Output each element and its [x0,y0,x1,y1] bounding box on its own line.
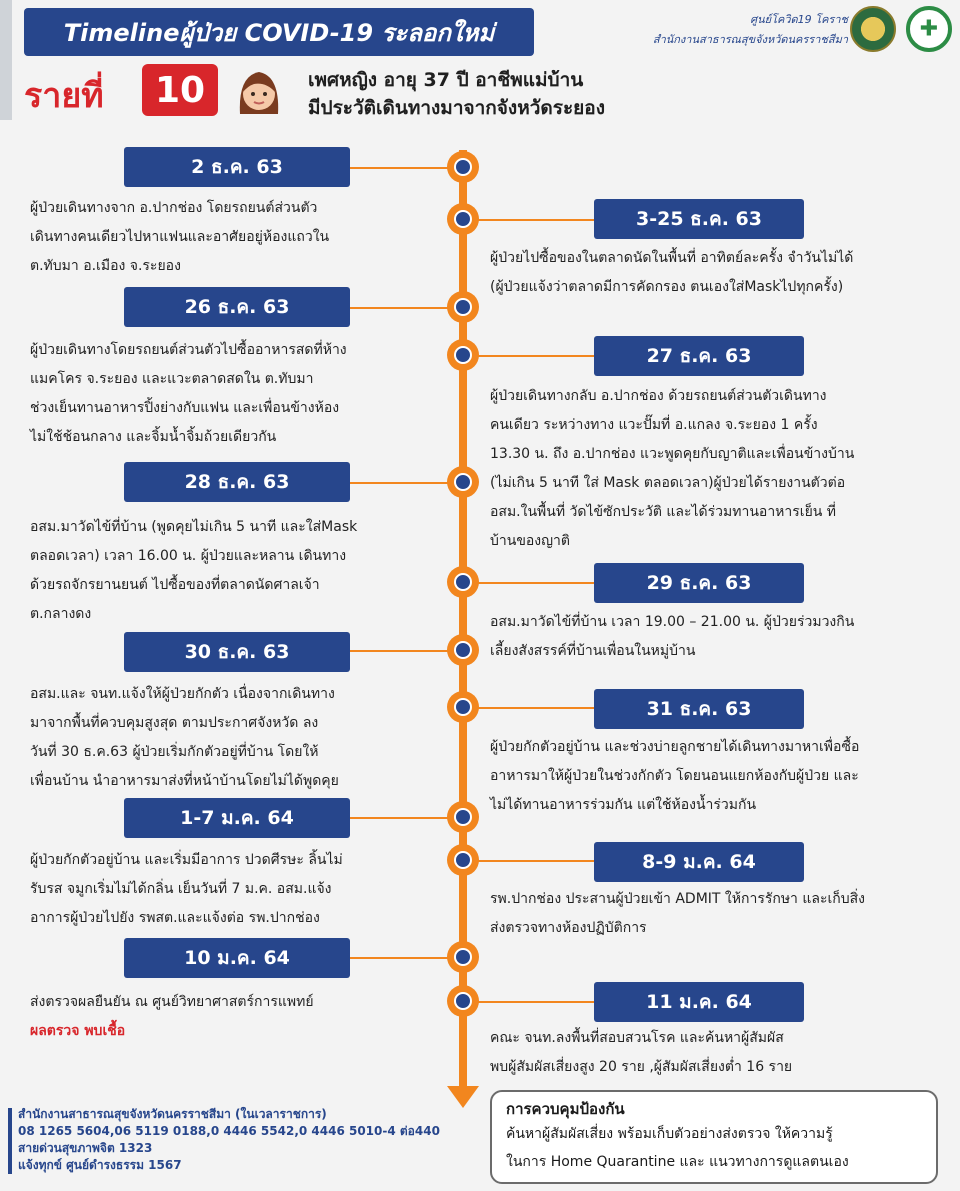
timeline-node [447,985,479,1017]
event-line: (ไม่เกิน 5 นาที ใส่ Mask ตลอดเวลา)ผู้ป่วยได้รายงานตัวต่อ [490,475,846,491]
timeline-node [447,844,479,876]
control-measures-box [490,1090,938,1184]
org-name [608,10,848,50]
event-line: วันที่ 30 ธ.ค.63 ผู้ป่วยเริ่มกักตัวอยู่ที่บ้าน โดยให้ [30,744,319,760]
event-line: ส่งตรวจทางห้องปฏิบัติการ [490,920,647,936]
contact-line: สำนักงานสาธารณสุขจังหวัดนครราชสีมา (ในเวลาราชการ) [18,1107,327,1121]
case-number: 10 [142,64,218,116]
case-description-line-2: มีประวัติเดินทางมาจากจังหวัดระยอง [308,97,605,119]
event-line: เดินทางคนเดียวไปหาแฟนและอาศัยอยู่ห้องแถวใน [30,229,330,245]
event-line: อสม.มาวัดไข้ที่บ้าน เวลา 19.00 – 21.00 น. ผู้ป่วยร่วมวงกิน [490,614,855,630]
event-line: รับรส จมูกเริ่มไม่ได้กลิ่น เย็นวันที่ 7 ม.ค. อสม.แจ้ง [30,881,332,897]
event-line: ไม่ใช้ช้อนกลาง และจิ้มน้ำจิ้มถ้วยเดียวกัน [30,429,277,445]
event-line: ผู้ป่วยเดินทางกลับ อ.ปากช่อง ด้วยรถยนต์ส่วนตัวเดินทาง [490,388,827,404]
case-label: รายที่ [24,76,104,116]
test-result-positive: ผลตรวจ พบเชื้อ [30,1023,126,1039]
event-line: ช่วงเย็นทานอาหารปิ้งย่างกับแฟน และเพื่อนข้างห้อง [30,400,340,416]
timeline-arrow-icon [447,1086,479,1108]
event-date: 29 ธ.ค. 63 [594,563,804,603]
event-date: 1-7 ม.ค. 64 [124,798,350,838]
timeline-connector [477,1001,595,1003]
female-avatar-icon [232,64,286,118]
event-line: ผู้ป่วยเดินทางจาก อ.ปากช่อง โดยรถยนต์ส่วนตัว [30,200,318,216]
timeline-node [447,941,479,973]
contact-line: แจ้งทุกข์ ศูนย์ดำรงธรรม 1567 [18,1158,182,1172]
event-description [490,244,950,302]
page-title: Timelineผู้ป่วย COVID-19 ระลอกใหม่ [63,18,495,47]
event-line: ส่งตรวจผลยืนยัน ณ ศูนย์วิทยาศาสตร์การแพทย์ [30,994,314,1010]
event-description [30,680,440,796]
event-line: พบผู้สัมผัสเสี่ยงสูง 20 ราย ,ผู้สัมผัสเสี่ยงต่ำ 16 ราย [490,1059,793,1075]
event-line: บ้านของญาติ [490,533,571,549]
org-line-2: สำนักงานสาธารณสุขจังหวัดนครราชสีมา [652,33,848,46]
event-line: อสม.ในพื้นที่ วัดไข้ซักประวัติ และได้ร่วมทานอาหารเย็น ที่ [490,504,837,520]
timeline-connector [350,167,450,169]
event-line: ตลอดเวลา) เวลา 16.00 น. ผู้ป่วยและหลาน เดินทาง [30,548,347,564]
timeline-connector [350,307,450,309]
timeline-node [447,801,479,833]
event-line: ผู้ป่วยไปซื้อของในตลาดนัดในพื้นที่ อาทิตย์ละครั้ง จำวันไม่ได้ [490,250,854,266]
title-banner [24,8,534,56]
event-description [490,382,950,556]
timeline-node [447,203,479,235]
event-line: ผู้ป่วยกักตัวอยู่บ้าน และเริ่มมีอาการ ปวดศีรษะ ลิ้นไม่ [30,852,343,868]
event-line: 13.30 น. ถึง อ.ปากช่อง แวะพูดคุยกับญาติและเพื่อนข้างบ้าน [490,446,855,462]
event-line: อสม.และ จนท.แจ้งให้ผู้ป่วยกักตัว เนื่องจากเดินทาง [30,686,335,702]
timeline-connector [477,355,595,357]
contact-phone-numbers: 08 1265 5604,06 5119 0188,0 4446 5542,0 4446 5010-4 ต่อ440 [18,1124,440,1138]
event-line: แมคโคร จ.ระยอง และแวะตลาดสดใน ต.ทับมา [30,371,314,387]
event-date: 30 ธ.ค. 63 [124,632,350,672]
event-description [490,1024,950,1082]
event-line: (ผู้ป่วยแจ้งว่าตลาดมีการคัดกรอง ตนเองใส่Maskไปทุกครั้ง) [490,279,844,295]
event-date: 11 ม.ค. 64 [594,982,804,1022]
case-description-line-1: เพศหญิง อายุ 37 ปี อาชีพแม่บ้าน [308,69,584,91]
event-description [30,988,440,1046]
contact-line: สายด่วนสุขภาพจิต 1323 [18,1141,153,1155]
event-line: อสม.มาวัดไข้ที่บ้าน (พูดคุยไม่เกิน 5 นาที และใส่Mask [30,519,358,535]
event-date: 27 ธ.ค. 63 [594,336,804,376]
event-line: เลี้ยงสังสรรค์ที่บ้านเพื่อนในหมู่บ้าน [490,643,696,659]
event-line: ไม่ได้ทานอาหารร่วมกัน แต่ใช้ห้องน้ำร่วมกัน [490,797,757,813]
event-line: คณะ จนท.ลงพื้นที่สอบสวนโรค และค้นหาผู้สัมผัส [490,1030,784,1046]
event-line: เพื่อนบ้าน นำอาหารมาส่งที่หน้าบ้านโดยไม่ได้พูดคุย [30,773,339,789]
timeline-node [447,466,479,498]
event-line: ต.กลางดง [30,606,92,622]
timeline-connector [477,582,595,584]
event-description [30,846,440,933]
event-description [490,608,950,666]
timeline-connector [350,957,450,959]
event-date: 8-9 ม.ค. 64 [594,842,804,882]
control-line: ค้นหาผู้สัมผัสเสี่ยง พร้อมเก็บตัวอย่างส่งตรวจ ให้ความรู้ [506,1126,833,1142]
timeline-connector [350,482,450,484]
event-line: รพ.ปากช่อง ประสานผู้ป่วยเข้า ADMIT ให้การรักษา และเก็บสิ่ง [490,891,866,907]
event-line: ผู้ป่วยกักตัวอยู่บ้าน และช่วงบ่ายลูกชายได้เดินทางมาหาเพื่อซื้อ [490,739,860,755]
event-line: ผู้ป่วยเดินทางโดยรถยนต์ส่วนตัวไปซื้ออาหารสดที่ห้าง [30,342,347,358]
event-line: ด้วยรถจักรยานยนต์ ไปซื้อของที่ตลาดนัดศาลเจ้า [30,577,320,593]
contact-accent-bar [8,1108,12,1174]
event-line: อาหารมาให้ผู้ป่วยในช่วงกักตัว โดยนอนแยกห้องกับผู้ป่วย และ [490,768,859,784]
event-line: คนเดียว ระหว่างทาง แวะปั๊มที่ อ.แกลง จ.ระยอง 1 ครั้ง [490,417,818,433]
timeline-node [447,339,479,371]
event-date: 28 ธ.ค. 63 [124,462,350,502]
event-date: 10 ม.ค. 64 [124,938,350,978]
timeline-node [447,691,479,723]
contact-info [8,1106,440,1174]
timeline-connector [477,860,595,862]
health-ministry-logo-icon: ✚ [906,6,952,52]
timeline-connector [350,650,450,652]
event-description [30,513,440,629]
case-description [308,66,605,122]
event-date: 31 ธ.ค. 63 [594,689,804,729]
event-date: 26 ธ.ค. 63 [124,287,350,327]
timeline-connector [350,817,450,819]
control-line: ในการ Home Quarantine และ แนวทางการดูแลตนเอง [506,1154,849,1170]
control-title: การควบคุมป้องกัน [506,1100,625,1118]
event-date: 3-25 ธ.ค. 63 [594,199,804,239]
event-line: ต.ทับมา อ.เมือง จ.ระยอง [30,258,181,274]
event-description [30,336,440,452]
event-description [490,885,950,943]
timeline-node [447,151,479,183]
timeline-connector [477,219,595,221]
event-description [490,733,950,820]
left-accent-bar [0,0,12,120]
event-date: 2 ธ.ค. 63 [124,147,350,187]
timeline-node [447,634,479,666]
event-line: อาการผู้ป่วยไปยัง รพสต.และแจ้งต่อ รพ.ปากช่อง [30,910,320,926]
timeline-connector [477,707,595,709]
timeline-node [447,291,479,323]
provincial-seal-icon [850,6,896,52]
org-line-1: ศูนย์โควิด19 โคราช [750,13,848,26]
event-line: มาจากพื้นที่ควบคุมสูงสุด ตามประกาศจังหวัด ลง [30,715,319,731]
event-description [30,194,440,281]
timeline-node [447,566,479,598]
